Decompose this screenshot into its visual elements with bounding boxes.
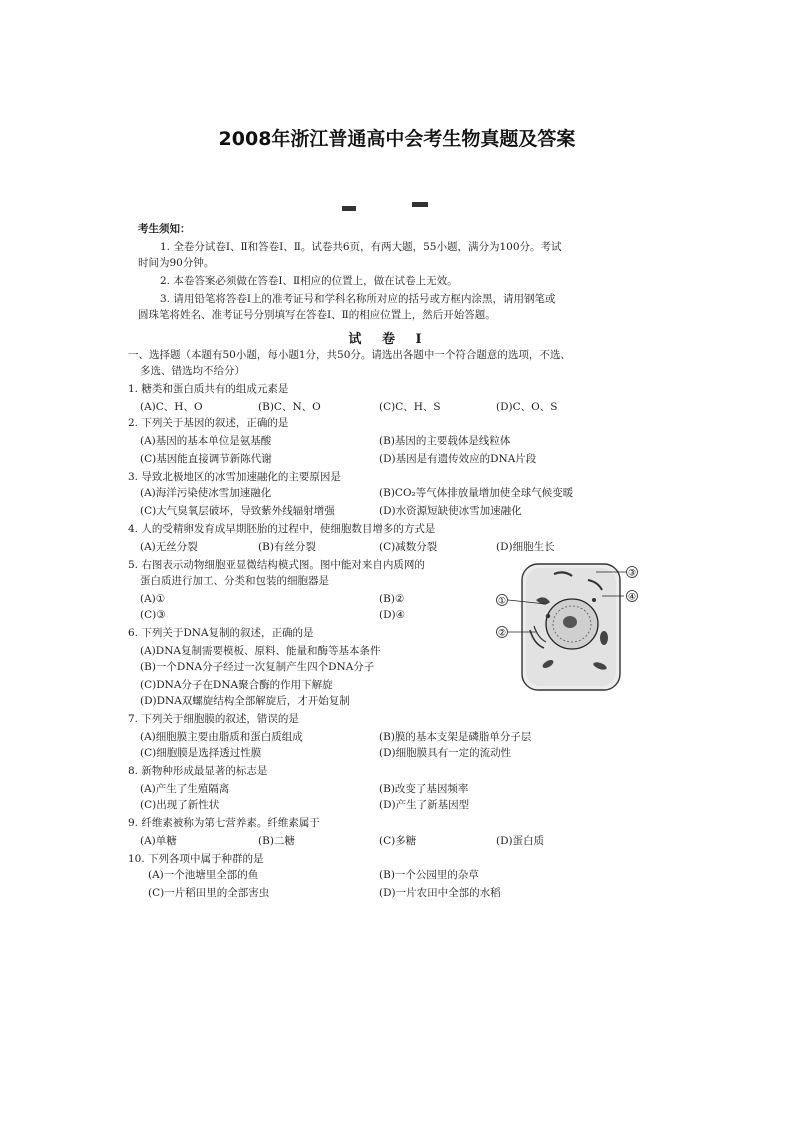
question-stem: 4. 人的受精卵发育成早期胚胎的过程中，使细胞数目增多的方式是 [128,523,436,535]
option: (D)水资源短缺使冰雪加速融化 [379,505,522,517]
option: (A)产生了生殖隔离 [140,783,230,795]
option: (B)基因的主要载体是线粒体 [379,435,511,447]
option: (C)③ [140,609,166,621]
scanned-exam-page [124,196,654,902]
option: (C)基因能直接调节新陈代谢 [140,453,272,465]
question-stem: 8. 新物种形成最显著的标志是 [128,765,268,777]
option: (D)一片农田中全部的水稻 [379,887,501,899]
option: (C)DNA分子在DNA聚合酶的作用下解旋 [140,679,333,691]
question-stem: 7. 下列关于细胞膜的叙述，错误的是 [128,713,299,725]
option: (D)产生了新基因型 [379,799,470,811]
option: (D)④ [379,609,406,621]
option: (A)海洋污染使冰雪加速融化 [140,487,272,499]
option: (D)细胞膜具有一定的流动性 [379,747,512,759]
option: (B)一个DNA分子经过一次复制产生四个DNA分子 [140,661,375,673]
notice-line: 1. 全卷分试卷Ⅰ、Ⅱ和答卷Ⅰ、Ⅱ。试卷共6页，有两大题，55小题，满分为100分。考试 [160,241,562,253]
page-title: 2008年浙江普通高中会考生物真题及答案 [218,128,576,150]
animal-cell-diagram [496,560,640,698]
notice-heading: 考生须知： [138,223,191,235]
notice-line: 时间为90分钟。 [138,257,215,269]
option: (D)细胞生长 [496,541,555,553]
option: (A)细胞膜主要由脂质和蛋白质组成 [140,731,303,743]
figure-label: ③ [627,568,637,579]
option: (C)多糖 [379,835,417,847]
option: (A)一个池塘里全部的鱼 [148,869,259,881]
option: (B)CO₂等气体排放量增加使全球气候变暖 [379,487,574,499]
header-fragment [342,202,442,216]
instructions-line: 一、选择题（本题有50小题，每小题1分，共50分。请选出各题中一个符合题意的选项，不选、 [128,349,571,361]
option: (B)一个公园里的杂草 [379,869,479,881]
question-stem: 10. 下列各项中属于种群的是 [128,853,264,865]
option: (B)有丝分裂 [258,541,316,553]
option: (B)② [379,593,405,605]
notice-line: 圆珠笔将姓名、准考证号分别填写在答卷Ⅰ、Ⅱ的相应位置上，然后开始答题。 [138,309,496,321]
option: (C)一片稻田里的全部害虫 [148,887,270,899]
notice-line: 3. 请用铅笔将答卷Ⅰ上的准考证号和学科名称所对应的括号或方框内涂黑，请用钢笔或 [160,293,556,305]
question-stem: 9. 纤维素被称为第七营养素。纤维素属于 [128,817,320,829]
question-stem: 6. 下列关于DNA复制的叙述，正确的是 [128,627,314,639]
instructions-line: 多选、错选均不给分） [140,365,245,377]
figure-label: ② [497,628,507,639]
option: (C)细胞膜是选择透过性膜 [140,747,262,759]
option: (D)蛋白质 [496,835,545,847]
question-stem: 2. 下列关于基因的叙述，正确的是 [128,417,289,429]
option: (C)大气臭氧层破坏，导致紫外线辐射增强 [140,505,335,517]
question-stem: 1. 糖类和蛋白质共有的组成元素是 [128,383,289,395]
option: (A)C、H、O [140,401,203,413]
option: (D)C、O、S [496,401,558,413]
option: (B)膜的基本支架是磷脂单分子层 [379,731,532,743]
notice-line: 2. 本卷答案必须做在答卷Ⅰ、Ⅱ相应的位置上，做在试卷上无效。 [160,275,458,287]
figure-label: ① [497,596,507,607]
figure-label: ④ [627,592,637,603]
section-title: 试 卷 Ⅰ [348,332,430,347]
option: (D)DNA双螺旋结构全部解旋后，才开始复制 [140,695,350,707]
option: (C)出现了新性状 [140,799,220,811]
option: (C)C、H、S [379,401,441,413]
question-stem: 5. 右图表示动物细胞亚显微结构模式图。图中能对来自内质网的 [128,559,425,571]
option: (B)改变了基因频率 [379,783,469,795]
question-stem: 蛋白质进行加工、分类和包装的细胞器是 [140,575,329,587]
option: (A)基因的基本单位是氨基酸 [140,435,272,447]
option: (A)无丝分裂 [140,541,198,553]
option: (B)C、N、O [258,401,321,413]
option: (A)① [140,593,166,605]
question-stem: 3. 导致北极地区的冰雪加速融化的主要原因是 [128,471,341,483]
option: (A)单糖 [140,835,177,847]
option: (C)减数分裂 [379,541,438,553]
option: (D)基因是有遗传效应的DNA片段 [379,453,537,465]
option: (B)二糖 [258,835,295,847]
option: (A)DNA复制需要模板、原料、能量和酶等基本条件 [140,645,381,657]
